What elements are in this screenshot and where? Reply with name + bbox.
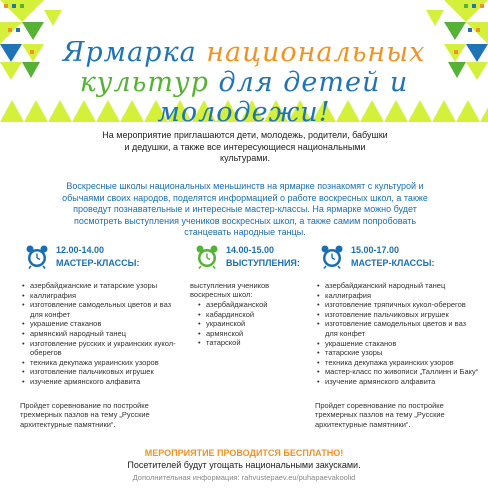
zigzag-triangle	[456, 100, 480, 122]
list-item: • изучение армянского алфавита	[20, 377, 180, 387]
zigzag-triangle	[480, 100, 488, 122]
schedule-header	[315, 245, 480, 277]
title-word-2: национальных	[206, 37, 426, 68]
list-item: • украшение стаканов	[315, 339, 480, 349]
snacks-notice: Посетителей будут угощать национальными закусками.	[127, 460, 361, 470]
contest-note: Пройдет соревнование по постройке трехмерных пазлов на тему „Русские архитектурные памятники“.	[20, 400, 150, 429]
schedule-header	[190, 245, 305, 277]
list-item: • азербайджанский народный танец	[315, 281, 480, 291]
title-word-5: молодежи!	[157, 97, 331, 128]
activity-list	[196, 300, 305, 348]
time-range: 15.00-17.00	[351, 245, 400, 255]
list-item: • украинской	[196, 319, 305, 329]
list-item: • изготовление русских и украинских кукол-оберегов	[20, 339, 180, 358]
time-range: 12.00-14.00	[56, 245, 105, 255]
list-item: • каллиграфия	[315, 291, 480, 301]
intro-text: На мероприятие приглашаются дети, молодежь, родители, бабушки и дедушки, а также все интересующиеся национальными культурами.	[102, 130, 388, 163]
list-item: • изготовление пальчиковых игрушек	[315, 310, 480, 320]
activity-list	[20, 281, 180, 387]
more-info-label: Дополнительная информация:	[132, 473, 242, 482]
performances-note: выступления учеников воскресных школ:	[190, 281, 270, 299]
activity-list	[315, 281, 480, 387]
list-item: • армянский народный танец	[20, 329, 180, 339]
list-item: • украшение стаканов	[20, 319, 180, 329]
more-info-link[interactable]: rahvustepaev.eu/puhapaevakoolid	[241, 473, 356, 482]
description-text: Воскресные школы национальных меньшинств на ярмарке познакомят с культурой и обычаями своих народов, поделятся информацией о работе воскресных школ, а также проведут познавательные и интересные мастер-классы. На ярмарке можно будет посмотреть выступления учеников воскресных школ, а также самим попробовать станцевать народные танцы.	[62, 181, 428, 237]
free-entry-notice: МЕРОПРИЯТИЕ ПРОВОДИТСЯ БЕСПЛАТНО!	[144, 448, 344, 458]
list-item: • армянской	[196, 329, 305, 339]
alarm-clock-icon	[321, 245, 343, 269]
list-item: • каллиграфия	[20, 291, 180, 301]
schedule-column-1	[20, 245, 180, 429]
schedule-column-2	[190, 245, 305, 348]
session-label: ВЫСТУПЛЕНИЯ:	[226, 258, 300, 268]
list-item: • мастер-класс по живописи „Таллинн и Баку“	[315, 367, 480, 377]
list-item: • татарские узоры	[315, 348, 480, 358]
session-label: МАСТЕР-КЛАССЫ:	[351, 258, 435, 268]
list-item: • изготовление самодельных цветов и ваз для конфет	[315, 319, 480, 338]
list-item: • изучение армянского алфавита	[315, 377, 480, 387]
list-item: • татарской	[196, 338, 305, 348]
list-item: • изготовление самодельных цветов и ваз для конфет	[20, 300, 180, 319]
list-item: • техника декупажа украинских узоров	[20, 358, 180, 368]
list-item: • изготовление тряпичных кукол-оберегов	[315, 300, 480, 310]
list-item: • изготовление пальчиковых игрушек	[20, 367, 180, 377]
list-item: • азербайджанской	[196, 300, 305, 310]
time-range: 14.00-15.00	[226, 245, 275, 255]
list-item: • кабардинской	[196, 310, 305, 320]
list-item: • азербайджанские и татарские узоры	[20, 281, 180, 291]
schedule-header	[20, 245, 180, 277]
alarm-clock-icon	[196, 245, 218, 269]
schedule-column-3	[315, 245, 480, 429]
title-word-1: Ярмарка	[62, 37, 197, 68]
zigzag-triangle	[0, 100, 24, 122]
contest-note: Пройдет соревнование по постройке трехмерных пазлов на тему „Русские архитектурные памятники“.	[315, 400, 445, 429]
more-info	[0, 473, 488, 482]
alarm-clock-icon	[26, 245, 48, 269]
page-title	[44, 38, 444, 128]
list-item: • техника декупажа украинских узоров	[315, 358, 480, 368]
title-word-4: для детей и	[218, 67, 409, 98]
title-word-3: культур	[79, 67, 209, 98]
session-label: МАСТЕР-КЛАССЫ:	[56, 258, 140, 268]
